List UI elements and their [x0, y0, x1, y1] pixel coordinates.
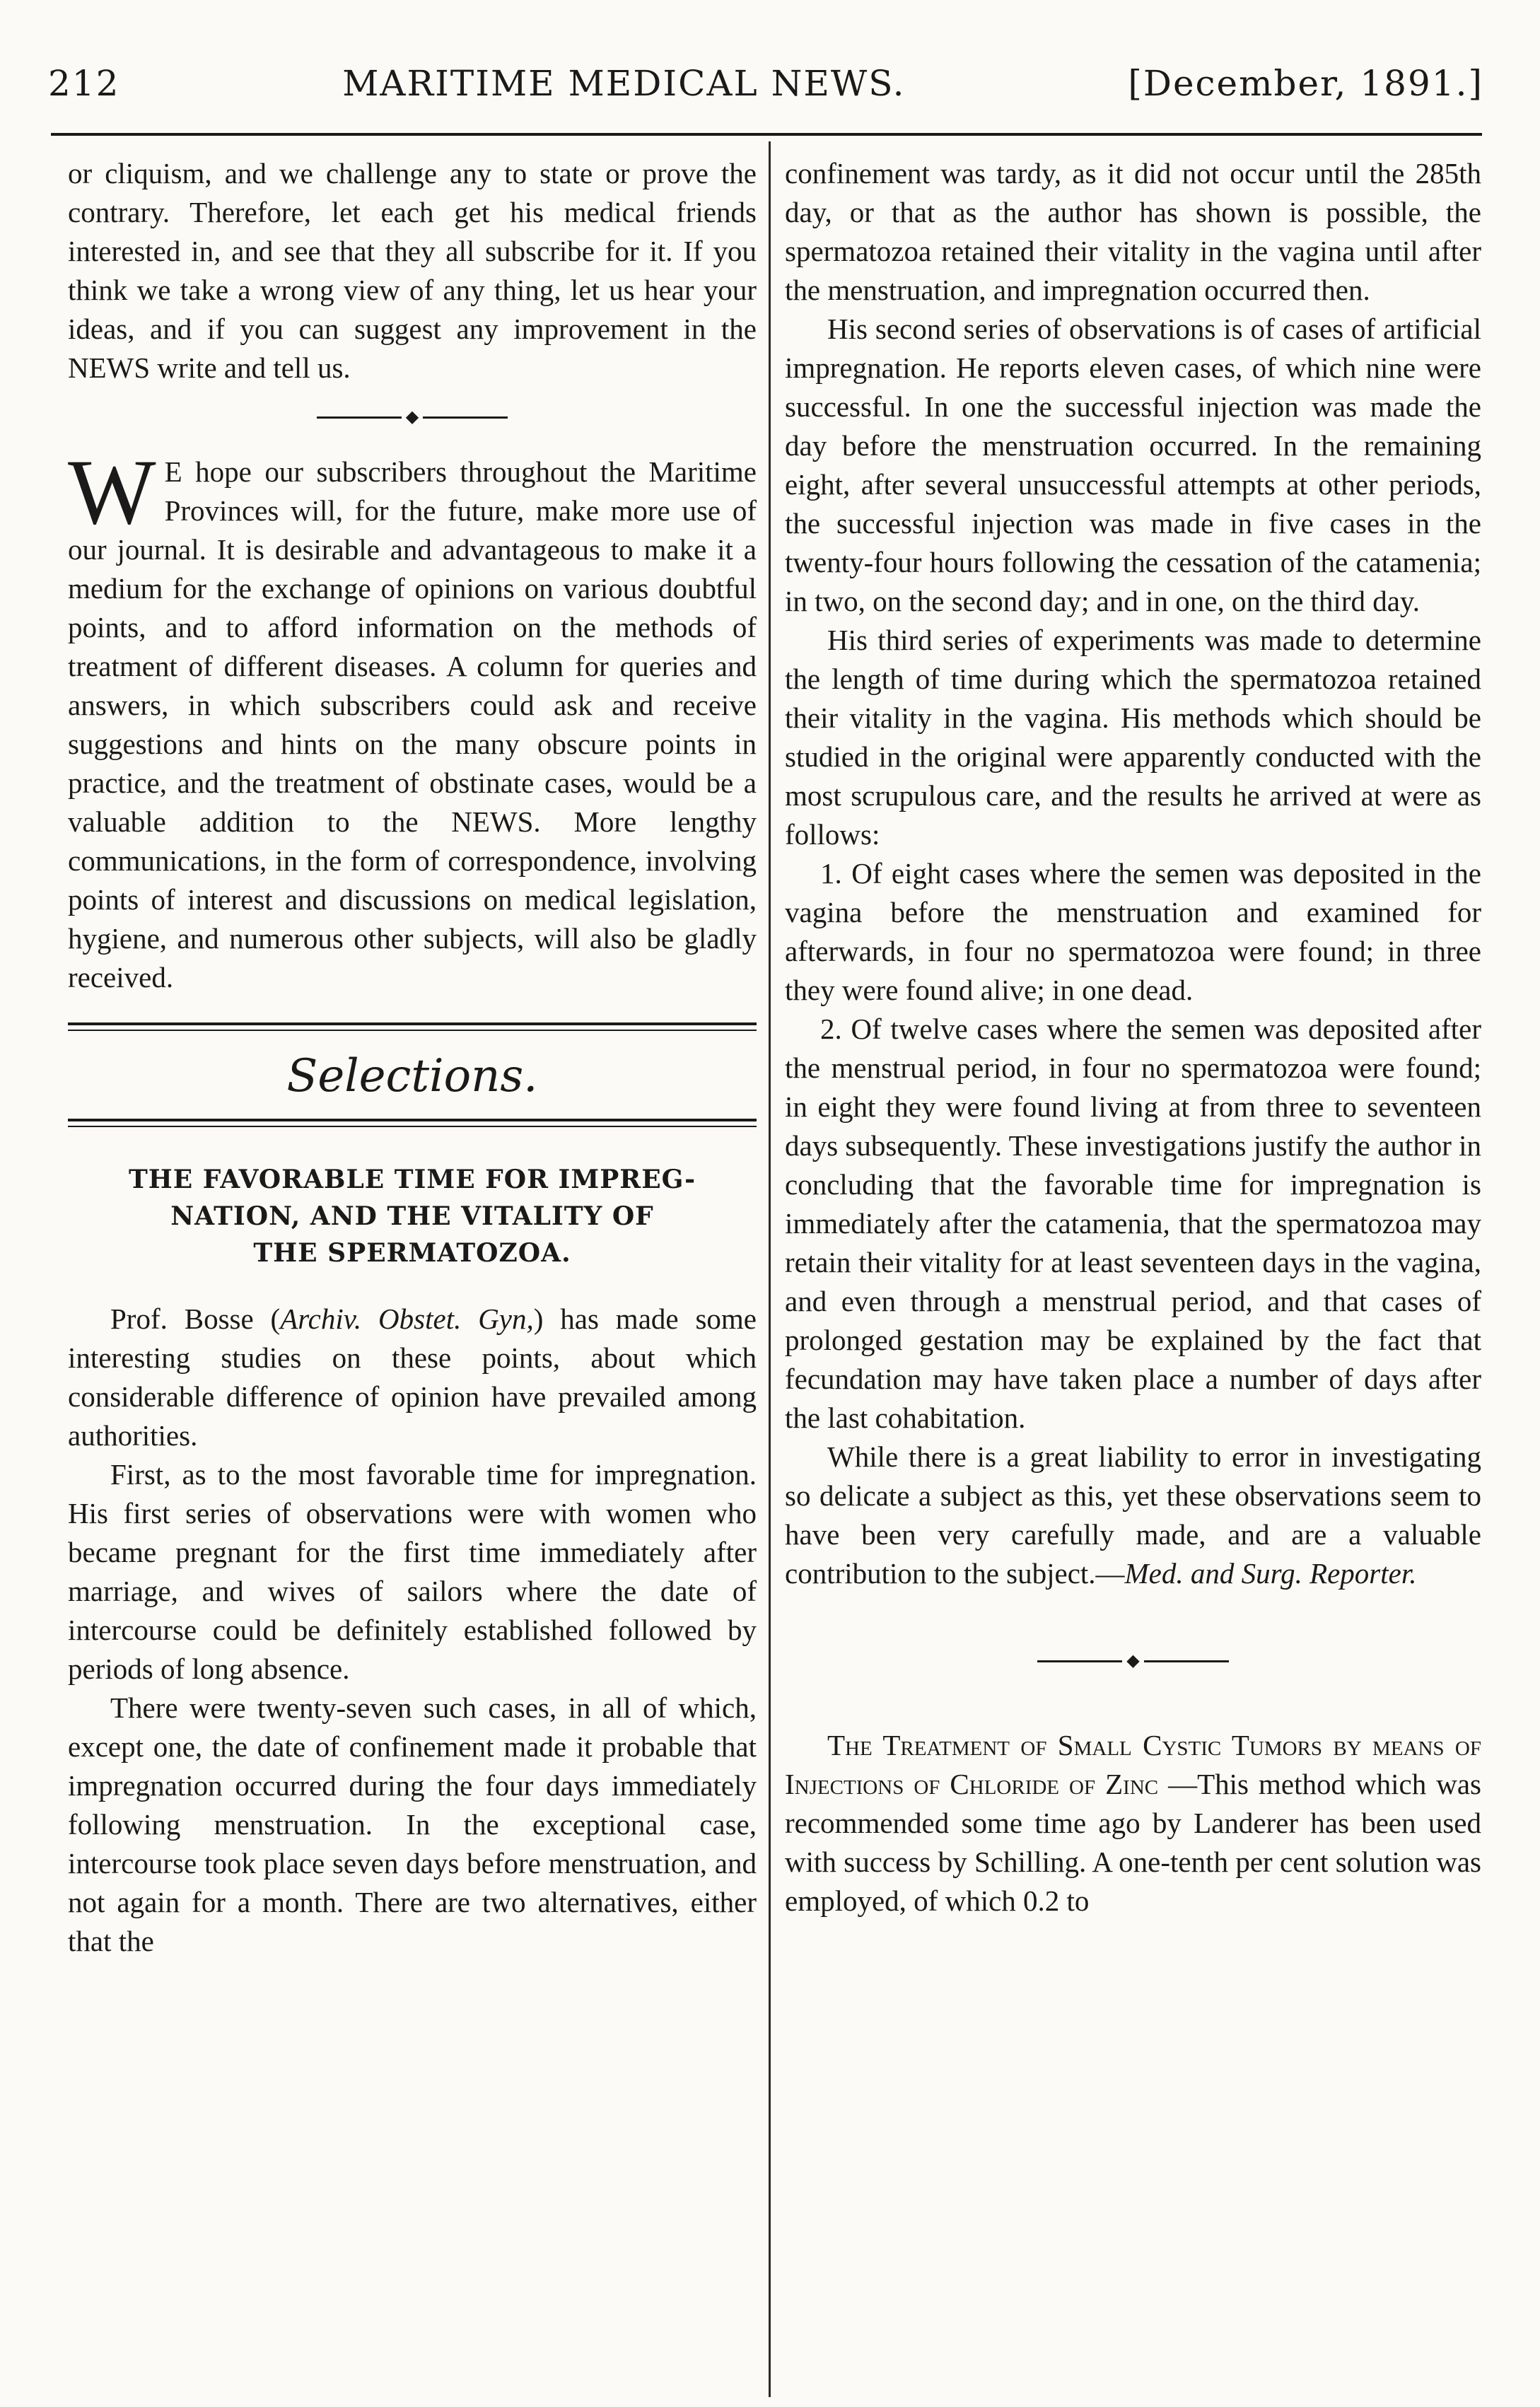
ornament-line-left [317, 416, 402, 419]
left-column [68, 154, 757, 1961]
continued-paragraph: confinement was tardy, as it did not occur until the 285th day, or that as the author has shown is possible, the spermatozoa retained their vitality in the vagina until after the menstruation, and impregnation occurred then. [785, 157, 1481, 306]
article-title-line: THE FAVORABLE TIME FOR IMPREG- [128, 1165, 696, 1194]
continued-paragraph: or cliquism, and we challenge any to state or prove the contrary. Therefore, let each get his medical friends interested in, and see that they all subscribe for it. If you think we take a wrong view of any thing, let us hear your ideas, and if you can suggest any improvement in the NEWS write and tell us. [68, 157, 757, 384]
ornament-divider [68, 392, 757, 443]
ornament-line-left [1037, 1660, 1122, 1662]
cystic-text: —This method which was recommended some time ago by Landerer has been used with success by Schilling. A one-tenth per cent solution was employed, of which 0.2 to [785, 1768, 1481, 1917]
article-title-line: NATION, AND THE VITALITY OF [170, 1201, 654, 1231]
column-divider [769, 141, 771, 2397]
result-item: 2. Of twelve cases where the semen was deposited after the menstrual period, in four no spermatozoa were found; in eight they were found living at from three to seventeen days subsequently. These investigations justify the author in concluding that the favorable time for impregnation is immediately after the catamenia, that the spermatozoa may retain their vitality for at least seventeen days in the vagina, and even through a menstrual period, and that cases of prolonged gestation may be explained by the fact that fecundation may have taken place a number of days after the last cohabitation. [785, 1013, 1482, 1434]
article-title-line: THE SPERMATOZOA. [253, 1238, 571, 1268]
ornament-divider [785, 1636, 1481, 1686]
closing-paragraph [785, 1438, 1481, 1593]
section-rule-top [68, 1022, 757, 1031]
intro-text: ) has made some interesting studies on these points, about which considerable difference of opinion have prevailed among authorities. [68, 1302, 757, 1452]
cystic-tumors-paragraph [785, 1726, 1481, 1921]
ornament-line-right [1144, 1660, 1229, 1662]
article-run-in-title: The Treatment of Small Cystic Tumors by means of Injections of Chloride of Zinc [785, 1729, 1481, 1800]
ornament-icon: ◆ [1126, 1652, 1140, 1670]
article-title [68, 1161, 757, 1271]
intro-text: Prof. Bosse ( [110, 1302, 281, 1335]
page-number: 212 [48, 63, 120, 104]
ornament-icon: ◆ [405, 408, 419, 426]
result-item: 1. Of eight cases where the semen was deposited in the vagina before the menstruation and examined for afterwards, in four no spermatozoa were found; in three they were found alive; in one dead. [785, 857, 1481, 1006]
section-rule-bottom [68, 1119, 757, 1127]
first-series-paragraph: First, as to the most favorable time for impregnation. His first series of observations were with women who became pregnant for the first time immediately after marriage, and wives of sailors where the date of intercourse could be definitely established followed by periods of long absence. [68, 1458, 757, 1685]
right-column [785, 154, 1481, 1921]
ornament-line-right [423, 416, 508, 419]
source-citation: Med. and Surg. Reporter. [1124, 1557, 1417, 1590]
drop-cap: W [68, 440, 156, 544]
third-series-paragraph: His third series of experiments was made to determine the length of time during which the spermatozoa retained their vitality in the vagina. His methods which should be studied in the original were apparently conducted with the most scrupulous care, and the results he arrived at were as follows: [785, 624, 1481, 851]
closing-text: While there is a great liability to error in investigating so delicate a subject as this, yet these observations seem to have been very carefully made, and are a valuable contribution to the subject.— [785, 1440, 1481, 1590]
editorial-paragraph [68, 440, 757, 997]
issue-date: [December, 1891.] [1128, 63, 1483, 104]
spacer [785, 1696, 1481, 1726]
second-series-paragraph: His second series of observations is of cases of artificial impregnation. He reports eleven cases, of which nine were successful. In one the successful injection was made the day before the menstruation occurred. In the remaining eight, after several unsuccessful attempts at other periods, the successful injection was made in five cases in the twenty-four hours following the cessation of the catamenia; in two, on the second day; and in one, on the third day. [785, 313, 1481, 617]
journal-title: MARITIME MEDICAL NEWS. [342, 63, 906, 104]
journal-reference: Archiv. Obstet. Gyn, [280, 1302, 534, 1335]
cases-paragraph: There were twenty-seven such cases, in all of which, except one, the date of confinement made it probable that impregnation occurred during the four days immediately following menstruation. In the exceptional case, intercourse took place seven days before menstruation, and not again for a month. There are two alternatives, either that the [68, 1691, 757, 1957]
section-heading: Selections. [286, 1050, 538, 1102]
editorial-text: E hope our subscribers throughout the Maritime Provinces will, for the future, make more use of our journal. It is desirable and advantageous to make it a medium for the exchange of opinions on various doubtful points, and to afford information on the methods of treatment of different diseases. A column for queries and answers, in which subscribers could ask and receive suggestions and hints on the many obscure points in practice, and the treatment of obstinate cases, would be a valuable addition to the NEWS. More lengthy communications, in the form of correspondence, involving points of interest and discussions on medical legislation, hygiene, and numerous other subjects, will also be gladly received. [68, 455, 757, 993]
page-header [48, 55, 1483, 112]
header-rule [51, 133, 1482, 136]
intro-paragraph [68, 1300, 757, 1455]
